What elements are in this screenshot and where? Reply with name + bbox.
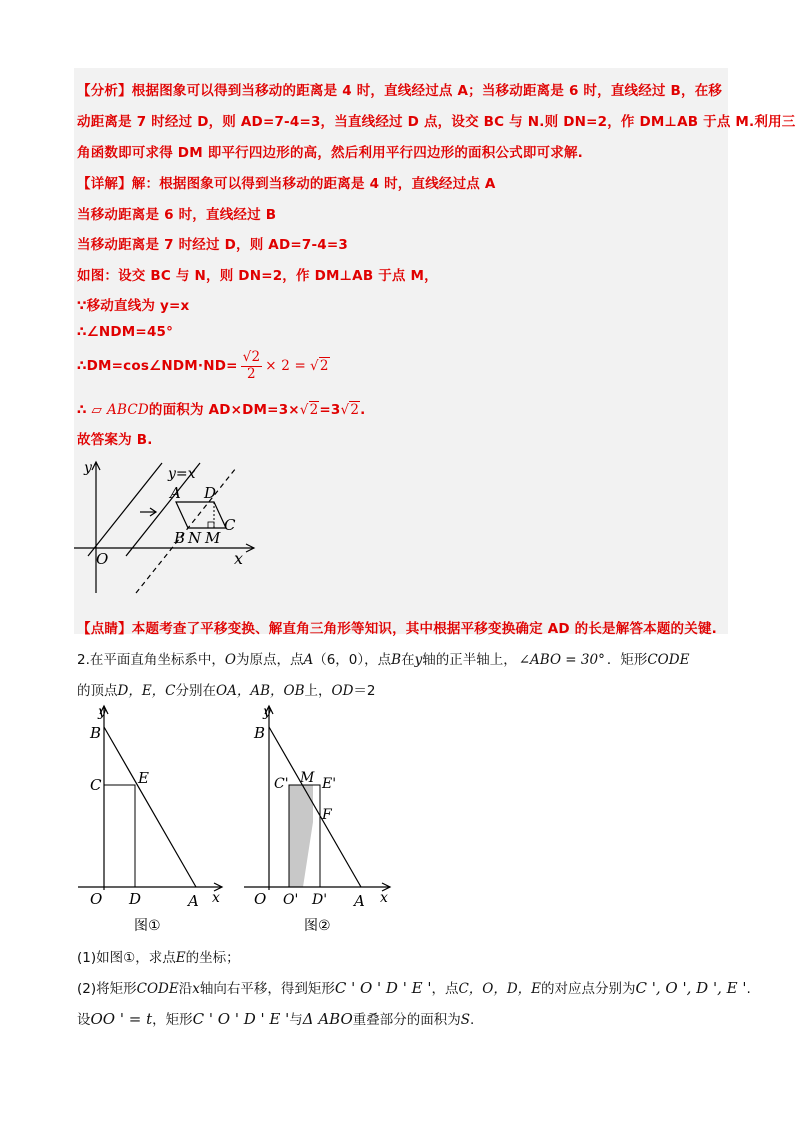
fig3-caption: 图② (304, 918, 331, 934)
fig3-label-y: y (263, 704, 271, 720)
fig1-label-m: M (205, 529, 221, 547)
comment-line: 【点睛】本题考查了平移变换、解直角三角形等知识，其中根据平移变换确定 AD 的长是解答本题的关键. (77, 621, 717, 637)
fig1-label-c: C (224, 516, 236, 534)
detail-line-8-eq: =3 (319, 402, 341, 418)
dashed-line (136, 468, 236, 593)
fig1-label-d: D (204, 484, 217, 502)
question-1: (1)如图①，求点E的坐标； (77, 950, 240, 966)
fig2-label-c: C (90, 776, 102, 794)
parallelogram-name: ABCD (107, 402, 149, 418)
detail-line-5: ∵移动直线为 y=x (77, 298, 190, 314)
detail-line-4: 如图：设交 BC 与 N，则 DN=2，作 DM⊥AB 于点 M， (77, 268, 438, 284)
question-3: 设OO ' = t，矩形C ' O ' D ' E '与Δ ABO重叠部分的面积为S. (77, 1010, 475, 1028)
detail-line-1: 【详解】解：根据图象可以得到当移动的距离是 4 时，直线经过点 A (77, 176, 496, 192)
detail-line-7-result: √2 (310, 358, 329, 374)
fig2-label-o: O (90, 890, 103, 908)
detail-line-7-prefix: ∴DM=cos∠NDM·ND= (77, 358, 238, 374)
fig2-label-a: A (188, 892, 199, 910)
fig2-label-y: y (98, 704, 106, 720)
detail-line-2: 当移动距离是 6 时，直线经过 B (77, 207, 277, 223)
fig3-label-b: B (254, 724, 266, 742)
fig1-label-a: A (170, 484, 181, 502)
analysis-line-3: 角函数即可求得 DM 即平行四边形的高，然后利用平行四边形的面积公式即可求解. (77, 145, 583, 161)
fig2-label-x: x (212, 890, 220, 906)
sqrt-two-2: √2 (340, 402, 360, 418)
fig3-label-o: O (254, 890, 267, 908)
fig3-label-d-prime: D' (312, 892, 328, 908)
fig3-label-c: C' (274, 776, 289, 792)
fig3-label-e: E' (322, 776, 337, 792)
translation-figure (74, 458, 264, 598)
sqrt2-over-2-fraction (241, 351, 263, 381)
detail-line-6: ∴∠NDM=45° (77, 324, 174, 340)
analysis-line-2: 动距离是 7 时经过 D，则 AD=7-4=3，当直线经过 D 点，设交 BC 与 N.则 DN=2，作 DM⊥AB 于点 M.利用三 (77, 114, 796, 130)
fig1-label-b: B (174, 529, 186, 547)
fig3-overlap-region (289, 785, 313, 887)
right-angle-mark (208, 522, 214, 528)
problem2-line-1: 2.在平面直角坐标系中，O为原点，点A（6，0），点B在y轴的正半轴上， ∠ABO = 30° ．矩形CODE (77, 652, 690, 668)
detail-line-8-end: . (360, 402, 366, 418)
line-y-equals-x (88, 463, 162, 556)
detail-line-7 (77, 351, 330, 381)
fig3-segment-ab (269, 727, 361, 887)
fig2-rectangle-code (104, 785, 135, 887)
fig3-label-x: x (380, 890, 388, 906)
detail-line-8-mid: 的面积为 AD×DM=3× (148, 402, 300, 418)
problem2-line-2: 的顶点D，E，C分别在OA，AB，OB上，OD＝2 (77, 683, 376, 699)
fig1-label-line: y=x (168, 466, 196, 482)
fig2-label-d: D (129, 890, 142, 908)
fraction-denominator: 2 (247, 365, 256, 382)
fraction-numerator: √2 (242, 349, 261, 365)
fig1-label-o: O (96, 550, 109, 568)
fig3-label-o-prime: O' (283, 892, 299, 908)
parallelogram-icon: ▱ (91, 402, 103, 418)
analysis-line-1: 【分析】根据图象可以得到当移动的距离是 4 时，直线经过点 A；当移动距离是 6 时，直线经过 B，在移 (77, 83, 723, 99)
fig2-label-b: B (90, 724, 102, 742)
fig1-label-y: y (84, 460, 92, 476)
fig3-label-f: F (322, 807, 332, 823)
detail-line-9: 故答案为 B. (77, 432, 153, 448)
detail-line-8 (77, 398, 365, 418)
detail-line-7-suffix: × 2 = (265, 358, 307, 374)
fig1-label-n: N (188, 529, 202, 547)
parallelogram-abcd (176, 502, 226, 528)
question-2: (2)将矩形CODE沿x轴向右平移，得到矩形C ' O ' D ' E '，点C，O，D，E的对应点分别为C ', O ', D ', E '. (77, 979, 751, 997)
angle-abo: ∠ABO = 30° (518, 652, 605, 668)
fig1-label-x: x (234, 549, 244, 568)
fig2-label-e: E (138, 769, 149, 787)
fig3-label-m: M (300, 770, 315, 786)
sqrt-two-1: √2 (299, 402, 319, 418)
therefore-symbol: ∴ (77, 402, 87, 418)
figure-1-rectangle (74, 700, 234, 940)
fig3-label-a: A (354, 892, 365, 910)
fig2-segment-ab (104, 727, 196, 887)
fig2-caption: 图① (134, 918, 161, 934)
figure-2-translated-rectangle (240, 700, 400, 940)
detail-line-3: 当移动距离是 7 时经过 D，则 AD=7-4=3 (77, 237, 348, 253)
